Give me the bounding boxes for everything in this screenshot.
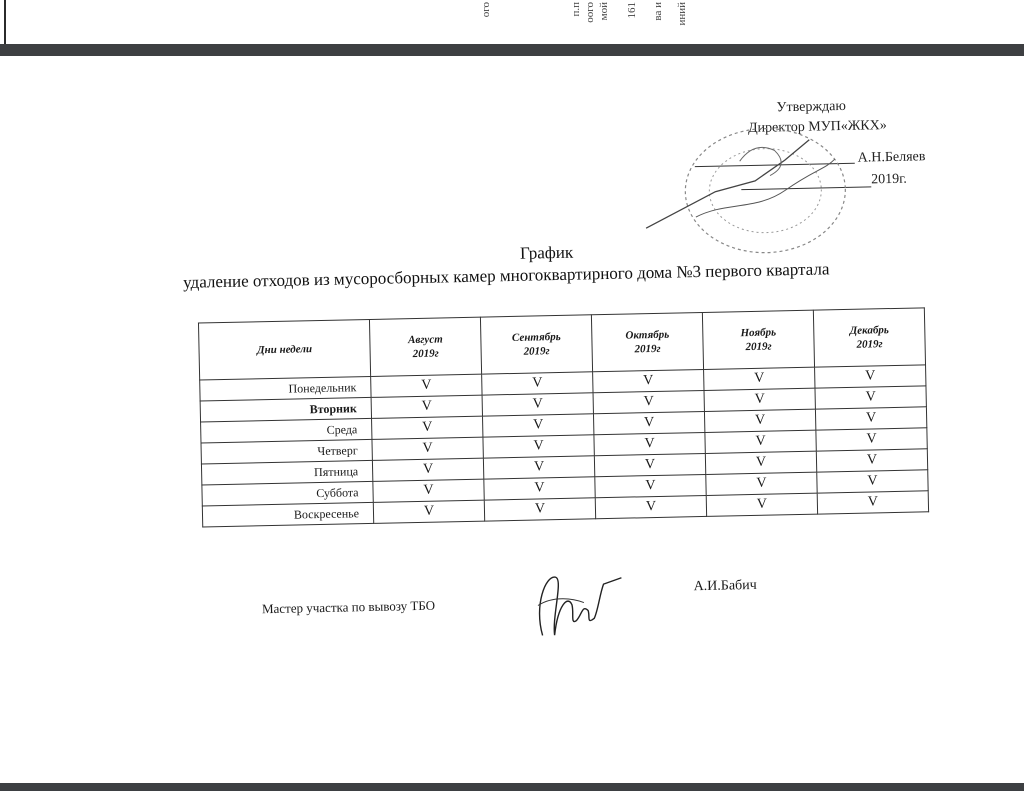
header-month: Октябрь 2019г <box>591 312 703 371</box>
mark-cell: V <box>594 432 705 455</box>
mark-cell: V <box>371 395 482 418</box>
mark-cell: V <box>372 458 483 481</box>
document-title: График <box>519 242 574 263</box>
day-cell: Среда <box>201 418 372 443</box>
mark-cell: V <box>704 388 815 411</box>
fragment-text: ва и <box>652 2 664 21</box>
approval-position: Директор МУП«ЖКХ» <box>747 118 887 136</box>
bottom-divider <box>0 783 1024 791</box>
mark-cell: V <box>593 411 704 434</box>
header-month: Декабрь 2019г <box>813 308 925 367</box>
document-page <box>0 45 1024 791</box>
fragment-text: иний <box>676 2 688 26</box>
day-cell: Понедельник <box>200 376 371 401</box>
mark-cell: V <box>704 409 815 432</box>
schedule-table <box>198 307 929 527</box>
mark-cell: V <box>815 386 926 409</box>
mark-cell: V <box>484 498 595 521</box>
handwritten-signature-icon <box>523 563 635 645</box>
mark-cell: V <box>372 416 483 439</box>
day-cell: Воскресенье <box>202 502 373 527</box>
mark-cell: V <box>595 495 706 518</box>
day-cell: Пятница <box>201 460 372 485</box>
mark-cell: V <box>817 491 928 514</box>
mark-cell: V <box>373 500 484 523</box>
mark-cell: V <box>705 430 816 453</box>
mark-cell: V <box>706 493 817 516</box>
header-month: Сентябрь 2019г <box>480 315 592 374</box>
mark-cell: V <box>817 470 928 493</box>
mark-cell: V <box>706 472 817 495</box>
footer-position: Мастер участка по вывозу ТБО <box>261 597 436 617</box>
previous-page-strip <box>0 0 1024 44</box>
day-cell: Четверг <box>201 439 372 464</box>
approval-line: Утверждаю <box>776 98 846 116</box>
mark-cell: V <box>816 449 927 472</box>
mark-cell: V <box>372 437 483 460</box>
fragment-text: мой <box>598 2 610 21</box>
day-cell: Суббота <box>202 481 373 506</box>
mark-cell: V <box>815 365 926 388</box>
header-month: Август 2019г <box>369 317 481 376</box>
mark-cell: V <box>483 435 594 458</box>
mark-cell: V <box>593 369 704 392</box>
header-month: Ноябрь 2019г <box>702 310 814 369</box>
mark-cell: V <box>371 374 482 397</box>
mark-cell: V <box>816 428 927 451</box>
mark-cell: V <box>373 479 484 502</box>
mark-cell: V <box>594 453 705 476</box>
mark-cell: V <box>482 372 593 395</box>
mark-cell: V <box>595 474 706 497</box>
mark-cell: V <box>593 390 704 413</box>
approval-date: 2019г. <box>870 171 907 188</box>
document-subtitle: удаление отходов из мусоросборных камер многоквартирного дома №3 первого квартала <box>182 259 830 292</box>
header-days: Дни недели <box>198 319 370 380</box>
mark-cell: V <box>483 456 594 479</box>
fragment-text: ого <box>480 2 492 18</box>
fragment-text: 161 <box>626 2 638 19</box>
page-edge <box>4 0 6 44</box>
mark-cell: V <box>482 414 593 437</box>
mark-cell: V <box>484 477 595 500</box>
mark-cell: V <box>482 393 593 416</box>
footer-name: А.И.Бабич <box>693 577 757 595</box>
mark-cell: V <box>705 451 816 474</box>
mark-cell: V <box>704 367 815 390</box>
day-cell: Вторник <box>200 397 371 422</box>
mark-cell: V <box>815 407 926 430</box>
fragment-text: п.п <box>570 2 582 17</box>
fragment-text: оого <box>584 2 596 23</box>
approval-name: А.Н.Беляев <box>857 149 926 166</box>
